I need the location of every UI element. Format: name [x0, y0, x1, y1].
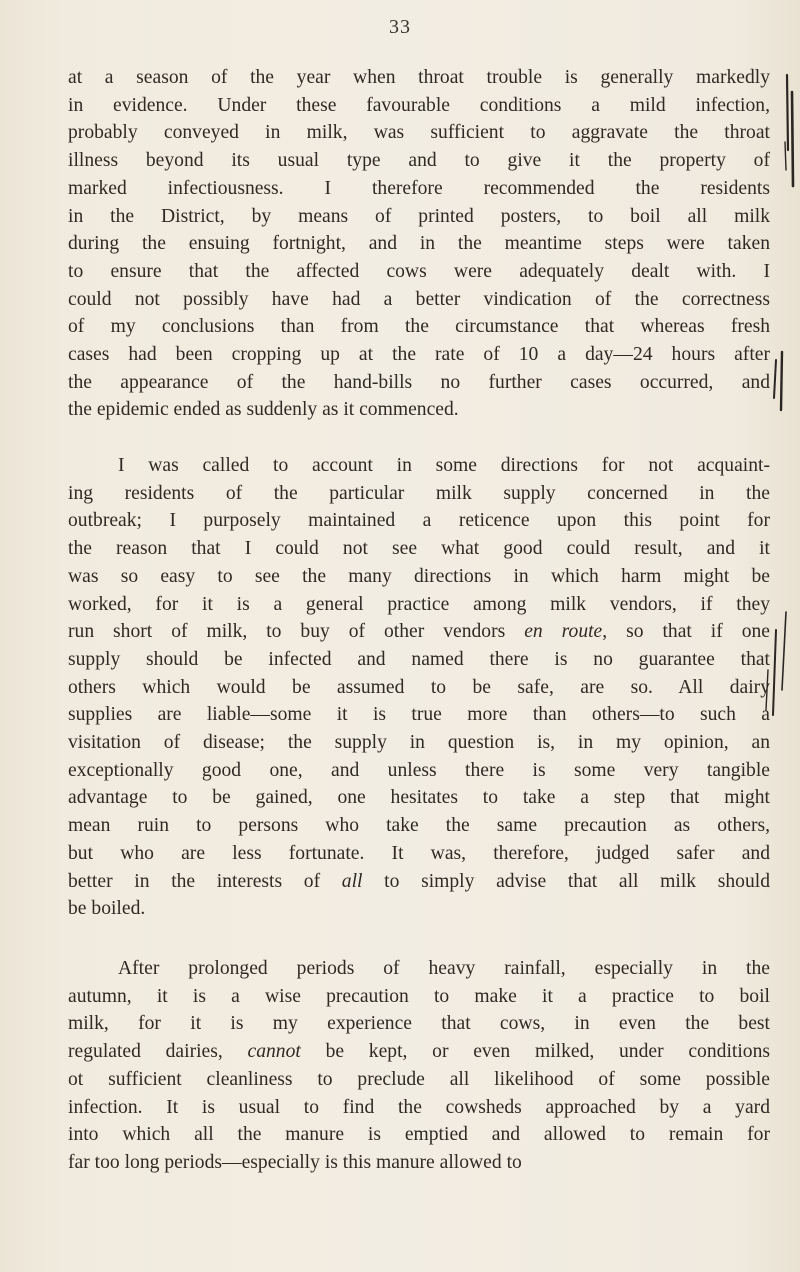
text-line: ot sufficient cleanliness to preclude all likelihood of some possible: [68, 1068, 770, 1090]
text-line: visitation of disease; the supply in question is, in my opinion, an: [68, 732, 770, 754]
text-line: I was called to account in some directions for not acquaint-: [118, 455, 770, 476]
margin-pencil-mark: [773, 630, 776, 715]
text-line: After prolonged periods of heavy rainfall, especially in the: [118, 958, 770, 979]
text-line: the reason that I could not see what good could result, and it: [68, 538, 770, 560]
text-line: supplies are liable—some it is true more than others—to such a: [68, 704, 770, 726]
page-number: 33: [389, 16, 411, 38]
text-line: but who are less fortunate. It was, therefore, judged safer and: [68, 842, 770, 864]
text-line: during the ensuing fortnight, and in the meantime steps were taken: [68, 233, 770, 255]
margin-pencil-mark: [787, 75, 788, 150]
text-line: advantage to be gained, one hesitates to take a step that might: [68, 787, 770, 809]
text-line: far too long periods—especially is this manure allowed to: [68, 1151, 522, 1173]
text-line: the appearance of the hand-bills no further cases occurred, and: [68, 371, 770, 393]
text-line: into which all the manure is emptied and allowed to remain for: [68, 1124, 770, 1146]
text-line: marked infectiousness. I therefore recommended the residents: [68, 177, 770, 199]
text-line: was so easy to see the many directions in which harm might be: [68, 565, 770, 587]
text-line: could not possibly have had a better vindication of the correctness: [68, 288, 770, 310]
paragraph-1: [68, 64, 770, 424]
text-line: regulated dairies, cannot be kept, or even milked, under conditions: [68, 1041, 770, 1063]
text-line: milk, for it is my experience that cows, in even the best: [68, 1013, 770, 1035]
text-line: infection. It is usual to find the cowsheds approached by a yard: [68, 1096, 770, 1118]
text-line: in the District, by means of printed posters, to boil all milk: [68, 205, 770, 227]
text-line: of my conclusions than from the circumstance that whereas fresh: [68, 316, 770, 338]
text-line: in evidence. Under these favourable conditions a mild infection,: [68, 94, 770, 116]
text-line: be boiled.: [68, 898, 146, 920]
text-line: others which would be assumed to be safe, are so. All dairy: [68, 676, 770, 698]
text-line: at a season of the year when throat trouble is generally markedly: [68, 67, 770, 88]
margin-pencil-mark: [781, 352, 782, 410]
text-line: exceptionally good one, and unless there is some very tangible: [68, 759, 770, 781]
text-line: worked, for it is a general practice among milk vendors, if they: [68, 593, 770, 615]
margin-pencil-mark: [774, 360, 776, 398]
text-line: run short of milk, to buy of other vendors en route, so that if one: [68, 621, 770, 643]
text-line: outbreak; I purposely maintained a reticence upon this point for: [68, 510, 770, 532]
text-line: to ensure that the affected cows were adequately dealt with. I: [68, 260, 770, 282]
text-line: autumn, it is a wise precaution to make it a practice to boil: [68, 985, 770, 1007]
text-line: probably conveyed in milk, was sufficient to aggravate the throat: [68, 122, 770, 144]
margin-pencil-mark: [785, 142, 786, 170]
text-line: ing residents of the particular milk supply concerned in the: [68, 482, 770, 504]
text-line: cases had been cropping up at the rate of 10 a day—24 hours after: [68, 344, 770, 366]
text-line: mean ruin to persons who take the same precaution as others,: [68, 815, 770, 837]
text-line: supply should be infected and named there is no guarantee that: [68, 648, 770, 670]
paragraph-2: [68, 452, 770, 923]
margin-pencil-mark: [782, 612, 786, 690]
paragraph-3: [68, 955, 770, 1177]
text-line: better in the interests of all to simply advise that all milk should: [68, 870, 771, 892]
margin-pencil-mark: [792, 92, 793, 186]
text-line: the epidemic ended as suddenly as it commenced.: [68, 399, 459, 421]
text-line: illness beyond its usual type and to give it the property of: [68, 150, 770, 172]
